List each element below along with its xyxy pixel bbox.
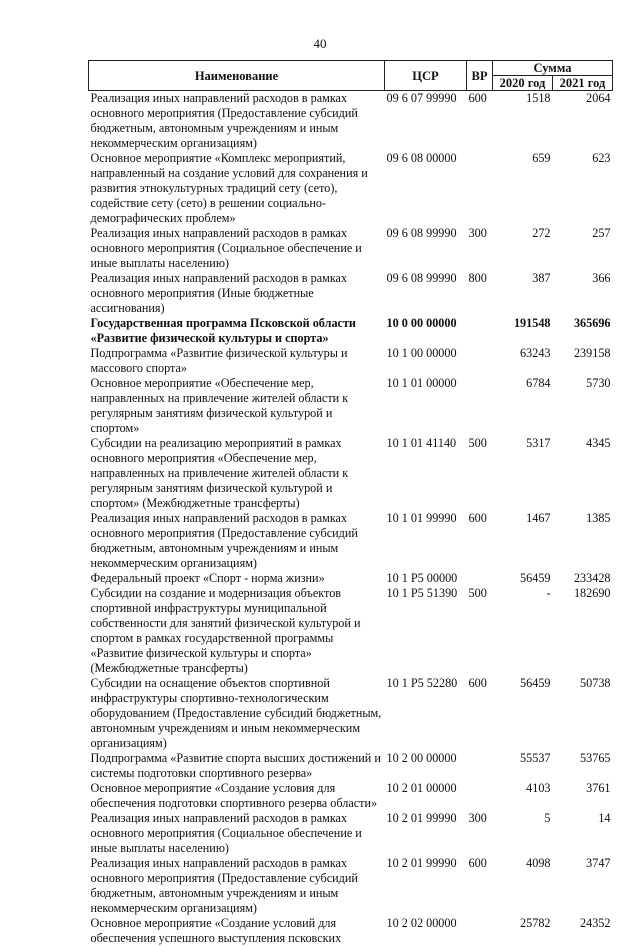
row-value-2020: 1518 bbox=[493, 91, 553, 152]
table-row bbox=[89, 676, 613, 751]
row-value-2020: 659 bbox=[493, 151, 553, 226]
table-row bbox=[89, 781, 613, 811]
row-name: Реализация иных направлений расходов в рамках основного мероприятия (Социальное обеспечение и иные выплаты населению) bbox=[89, 811, 385, 856]
row-value-2020: 5 bbox=[493, 811, 553, 856]
header-name: Наименование bbox=[89, 61, 385, 91]
row-value-2020: 387 bbox=[493, 271, 553, 316]
row-value-2020: - bbox=[493, 586, 553, 676]
row-code: 10 1 01 00000 bbox=[385, 376, 467, 436]
row-code: 10 1 01 41140 bbox=[385, 436, 467, 511]
row-value-2021: 366 bbox=[553, 271, 613, 316]
row-name: Федеральный проект «Спорт - норма жизни» bbox=[89, 571, 385, 586]
row-value-2020: 25782 bbox=[493, 916, 553, 946]
row-vr: 600 bbox=[467, 676, 493, 751]
row-code: 10 1 P5 52280 bbox=[385, 676, 467, 751]
row-name: Подпрограмма «Развитие физической культуры и массового спорта» bbox=[89, 346, 385, 376]
row-value-2021: 233428 bbox=[553, 571, 613, 586]
row-vr: 600 bbox=[467, 856, 493, 916]
row-code: 09 6 08 99990 bbox=[385, 226, 467, 271]
row-code: 10 1 P5 00000 bbox=[385, 571, 467, 586]
row-value-2020: 191548 bbox=[493, 316, 553, 346]
row-value-2021: 24352 bbox=[553, 916, 613, 946]
page-number: 40 bbox=[0, 36, 640, 52]
row-name: Подпрограмма «Развитие спорта высших достижений и системы подготовки спортивного резерва» bbox=[89, 751, 385, 781]
row-value-2020: 6784 bbox=[493, 376, 553, 436]
row-value-2020: 56459 bbox=[493, 571, 553, 586]
header-vr: ВР bbox=[467, 61, 493, 91]
row-code: 10 1 P5 51390 bbox=[385, 586, 467, 676]
row-value-2021: 53765 bbox=[553, 751, 613, 781]
row-value-2021: 257 bbox=[553, 226, 613, 271]
table-row bbox=[89, 91, 613, 152]
row-value-2021: 5730 bbox=[553, 376, 613, 436]
table-row bbox=[89, 856, 613, 916]
row-value-2021: 239158 bbox=[553, 346, 613, 376]
table-row bbox=[89, 436, 613, 511]
row-name: Основное мероприятие «Комплекс мероприятий, направленный на создание условий для сохранения и развития этнокультурных традиций сету (сето), содействие сету (сето) в решении социально-демографических проблем» bbox=[89, 151, 385, 226]
row-name: Реализация иных направлений расходов в рамках основного мероприятия (Предоставление субсидий бюджетным, автономным учреждениям и иным некоммерческим организациям) bbox=[89, 91, 385, 152]
row-vr bbox=[467, 376, 493, 436]
row-code: 10 2 01 99990 bbox=[385, 811, 467, 856]
row-value-2020: 4103 bbox=[493, 781, 553, 811]
row-value-2020: 56459 bbox=[493, 676, 553, 751]
table-row bbox=[89, 916, 613, 946]
row-value-2021: 182690 bbox=[553, 586, 613, 676]
row-code: 10 2 00 00000 bbox=[385, 751, 467, 781]
row-value-2020: 63243 bbox=[493, 346, 553, 376]
row-code: 09 6 08 00000 bbox=[385, 151, 467, 226]
row-vr: 600 bbox=[467, 511, 493, 571]
row-code: 10 2 01 99990 bbox=[385, 856, 467, 916]
row-vr: 500 bbox=[467, 586, 493, 676]
table-header bbox=[89, 61, 613, 91]
header-year-2020: 2020 год bbox=[493, 76, 553, 91]
row-code: 10 1 00 00000 bbox=[385, 346, 467, 376]
table-row bbox=[89, 316, 613, 346]
row-code: 10 2 01 00000 bbox=[385, 781, 467, 811]
row-vr bbox=[467, 781, 493, 811]
row-name: Реализация иных направлений расходов в рамках основного мероприятия (Предоставление субсидий бюджетным, автономным учреждениям и иным некоммерческим организациям) bbox=[89, 511, 385, 571]
row-name: Основное мероприятие «Создание условий для обеспечения успешного выступления псковских bbox=[89, 916, 385, 946]
table-row bbox=[89, 151, 613, 226]
row-vr bbox=[467, 316, 493, 346]
row-value-2020: 1467 bbox=[493, 511, 553, 571]
header-sum: Сумма bbox=[493, 61, 613, 76]
row-vr bbox=[467, 571, 493, 586]
row-vr: 600 bbox=[467, 91, 493, 152]
row-value-2021: 14 bbox=[553, 811, 613, 856]
row-code: 09 6 07 99990 bbox=[385, 91, 467, 152]
row-name: Субсидии на оснащение объектов спортивной инфраструктуры спортивно-технологическим оборудованием (Предоставление субсидий бюджетным, автономным учреждениям и иным некоммерческим организациям) bbox=[89, 676, 385, 751]
table-row bbox=[89, 226, 613, 271]
header-code: ЦСР bbox=[385, 61, 467, 91]
row-name: Государственная программа Псковской области «Развитие физической культуры и спорта» bbox=[89, 316, 385, 346]
row-value-2021: 4345 bbox=[553, 436, 613, 511]
table-row bbox=[89, 346, 613, 376]
row-code: 10 0 00 00000 bbox=[385, 316, 467, 346]
row-code: 09 6 08 99990 bbox=[385, 271, 467, 316]
row-code: 10 1 01 99990 bbox=[385, 511, 467, 571]
row-vr bbox=[467, 751, 493, 781]
row-name: Основное мероприятие «Обеспечение мер, направленных на привлечение жителей области к регулярным занятиям физической культурой и спортом» bbox=[89, 376, 385, 436]
row-vr bbox=[467, 151, 493, 226]
row-name: Реализация иных направлений расходов в рамках основного мероприятия (Иные бюджетные ассигнования) bbox=[89, 271, 385, 316]
row-vr: 800 bbox=[467, 271, 493, 316]
table-row bbox=[89, 751, 613, 781]
row-code: 10 2 02 00000 bbox=[385, 916, 467, 946]
table-row bbox=[89, 571, 613, 586]
row-vr: 300 bbox=[467, 811, 493, 856]
row-vr: 500 bbox=[467, 436, 493, 511]
row-name: Реализация иных направлений расходов в рамках основного мероприятия (Предоставление субсидий бюджетным, автономным учреждениям и иным некоммерческим организациям) bbox=[89, 856, 385, 916]
row-vr bbox=[467, 916, 493, 946]
row-value-2020: 4098 bbox=[493, 856, 553, 916]
table-body bbox=[89, 91, 613, 946]
row-value-2021: 3761 bbox=[553, 781, 613, 811]
row-value-2020: 272 bbox=[493, 226, 553, 271]
budget-table bbox=[88, 60, 613, 946]
row-value-2021: 1385 bbox=[553, 511, 613, 571]
table-row bbox=[89, 811, 613, 856]
row-value-2021: 2064 bbox=[553, 91, 613, 152]
table-row bbox=[89, 376, 613, 436]
row-value-2021: 365696 bbox=[553, 316, 613, 346]
row-name: Субсидии на создание и модернизация объектов спортивной инфраструктуры муниципальной собственности для занятий физической культурой и спортом в рамках государственной программы «Развитие физической культуры и спорта» (Межбюджетные трансферты) bbox=[89, 586, 385, 676]
table-row bbox=[89, 271, 613, 316]
row-name: Субсидии на реализацию мероприятий в рамках основного мероприятия «Обеспечение мер, направленных на привлечение жителей области к регулярным занятиям физической культурой и спортом» (Межбюджетные трансферты) bbox=[89, 436, 385, 511]
row-value-2020: 55537 bbox=[493, 751, 553, 781]
row-name: Основное мероприятие «Создание условия для обеспечения подготовки спортивного резерва области» bbox=[89, 781, 385, 811]
table-row bbox=[89, 586, 613, 676]
row-name: Реализация иных направлений расходов в рамках основного мероприятия (Социальное обеспечение и иные выплаты населению) bbox=[89, 226, 385, 271]
row-value-2021: 3747 bbox=[553, 856, 613, 916]
header-year-2021: 2021 год bbox=[553, 76, 613, 91]
table-row bbox=[89, 511, 613, 571]
row-value-2021: 50738 bbox=[553, 676, 613, 751]
row-vr: 300 bbox=[467, 226, 493, 271]
row-value-2021: 623 bbox=[553, 151, 613, 226]
row-value-2020: 5317 bbox=[493, 436, 553, 511]
row-vr bbox=[467, 346, 493, 376]
